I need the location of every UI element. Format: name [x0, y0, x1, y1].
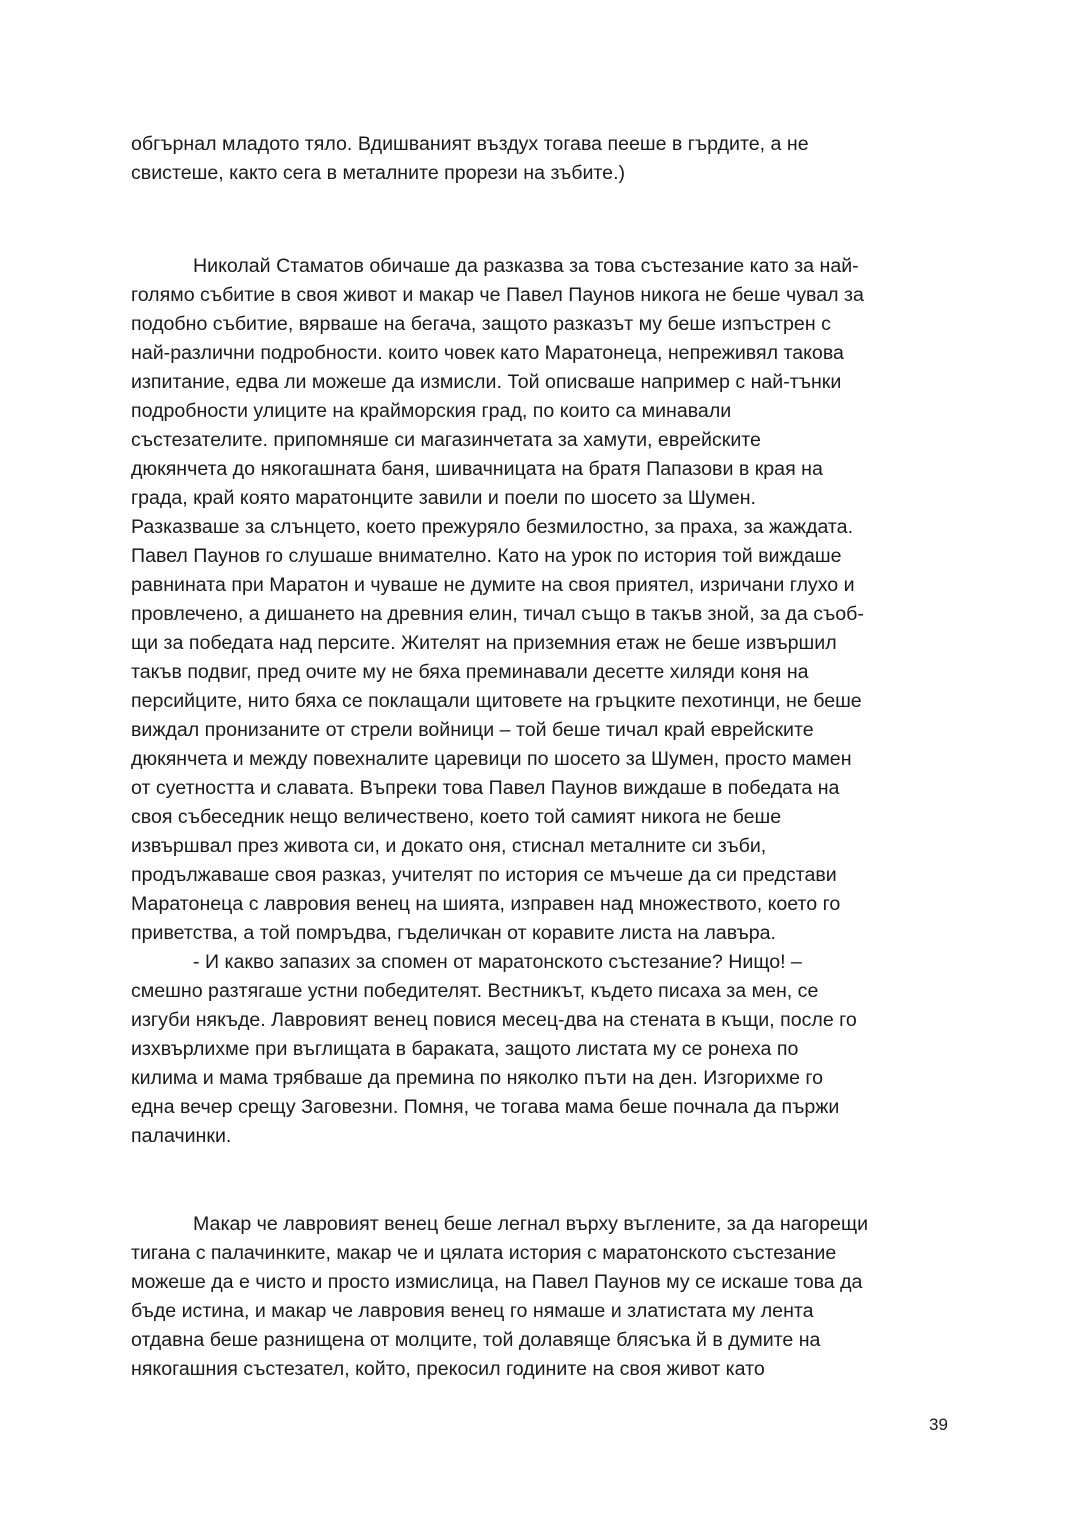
text-line: приветства, а той помръдва, гъделичкан от коравите листа на лавъра. [131, 922, 776, 944]
text-line: от суетността и славата. Въпреки това Павел Паунов виждаше в победата на [131, 777, 840, 799]
text-line: палачинки. [131, 1125, 232, 1147]
text-line: някогашния състезател, който, прекосил годините на своя живот като [131, 1358, 765, 1380]
text-line: бъде истина, и макар че лавровия венец го нямаше и златистата му лента [131, 1300, 814, 1322]
text-line: своя събеседник нещо величествено, което той самият никога не беше [131, 806, 782, 828]
text-line: килима и мама трябваше да премина по няколко пъти на ден. Изгорихме го [131, 1067, 824, 1089]
text-line: голямо събитие в своя живот и макар че Павел Паунов никога не беше чувал за [131, 284, 864, 306]
text-line: изпитание, едва ли можеше да измисли. Той описваше например с най-тънки [131, 371, 842, 393]
text-line: подробности улиците на крайморския град, по които са минавали [131, 400, 732, 422]
text-line: една вечер срещу Заговезни. Помня, че тогава мама беше почнала да пържи [131, 1096, 840, 1118]
text-line: най-различни подробности. които човек като Маратонеца, непреживял такова [131, 342, 844, 364]
text-line: Николай Стаматов обичаше да разказва за това състезание като за най- [193, 255, 859, 277]
text-line: отдавна беше разнищена от молците, той долавяще блясъка й в думите на [131, 1329, 821, 1351]
text-line: дюкянчета до някогашната баня, шивачницата на братя Папазови в края на [131, 458, 823, 480]
text-line: града, край която маратонците завили и поели по шосето за Шумен. [131, 487, 756, 509]
text-line: Маратонеца с лавровия венец на шията, изправен над множеството, което го [131, 893, 841, 915]
text-line: състезателите. припомняше си магазинчетата за хамути, еврейските [131, 429, 761, 451]
paragraph-race-story [131, 252, 951, 948]
text-line: извършвал през живота си, и докато оня, стиснал металните си зъби, [131, 835, 767, 857]
page-number: 39 [929, 1415, 948, 1434]
text-line: виждал пронизаните от стрели войници – той беше тичал край еврейските [131, 719, 814, 741]
paragraph-dialogue [131, 948, 951, 1151]
text-line: обгърнал младото тяло. Вдишваният въздух тогава пееше в гърдите, а не [131, 133, 809, 155]
paragraph-continuation [131, 130, 951, 188]
text-line: персийците, нито бяха се поклащали щитовете на гръцките пехотинци, не беше [131, 690, 862, 712]
text-line: такъв подвиг, пред очите му не бяха преминавали десетте хиляди коня на [131, 661, 809, 683]
text-line: изхвърлихме при въглищата в бараката, защото листата му се ронеха по [131, 1038, 799, 1060]
text-line: можеше да е чисто и просто измислица, на Павел Паунов му се искаше това да [131, 1271, 863, 1293]
text-line: провлечено, а дишането на древния елин, тичал също в такъв зной, за да съоб- [131, 603, 864, 625]
text-line: Павел Паунов го слушаше внимателно. Като на урок по история той виждаше [131, 545, 842, 567]
text-line: равнината при Маратон и чуваше не думите на своя приятел, изричани глухо и [131, 574, 855, 596]
text-line: изгуби някъде. Лавровият венец повися месец-два на стената в къщи, после го [131, 1009, 857, 1031]
text-line: подобно събитие, вярваше на бегача, защото разказът му беше изпъстрен с [131, 313, 831, 335]
text-line: щи за победата над персите. Жителят на приземния етаж не беше извършил [131, 632, 837, 654]
text-line: продължаваше своя разказ, учителят по история се мъчеше да си представи [131, 864, 837, 886]
text-line: Разказваше за слънцето, което прежуряло безмилостно, за праха, за жаждата. [131, 516, 854, 538]
text-line: свистеше, както сега в металните прорези на зъбите.) [131, 162, 626, 184]
text-line: дюкянчета и между повехналите царевици по шосето за Шумен, просто мамен [131, 748, 852, 770]
text-line: - И какво запазих за спомен от маратонското състезание? Нищо! – [193, 951, 802, 973]
text-line: Макар че лавровият венец беше легнал върху въглените, за да нагорещи [193, 1213, 869, 1235]
text-line: тигана с палачинките, макар че и цялата история с маратонското състезание [131, 1242, 837, 1264]
paragraph-laurel-wreath [131, 1210, 951, 1384]
text-line: смешно разтягаше устни победителят. Вестникът, където писаха за мен, се [131, 980, 819, 1002]
